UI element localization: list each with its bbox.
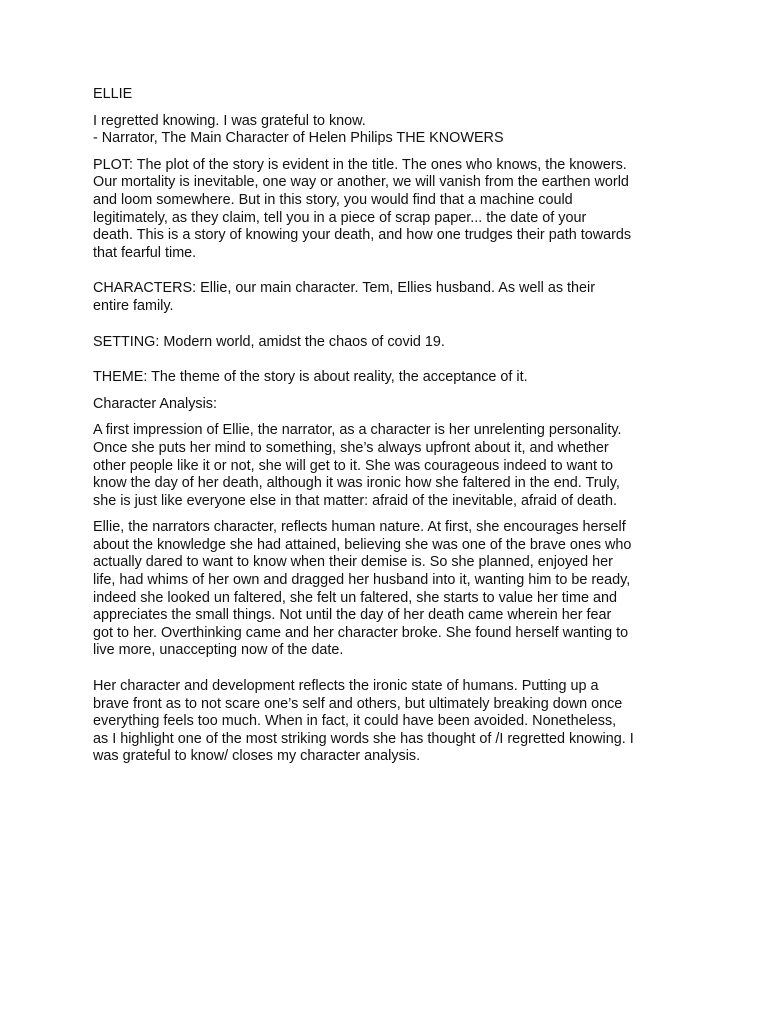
analysis-heading: Character Analysis: <box>93 395 217 412</box>
document-title: ELLIE <box>93 86 133 102</box>
analysis-paragraph-2: Ellie, the narrators character, reflects human nature. At first, she encourages herself about the knowledge she had attained, believing she was one of the brave ones who actually dared to want to know when their demise is. So she planned, enjoyed her life, had whims of her own and dragged her husband into it, wanting him to be ready, indeed she looked un faltered, she felt un faltered, she starts to value her time and appreciates the small things. Not until the day of her death came wherein her fear got to her. Overthinking came and her character broke. She found herself wanting to live more, unaccepting now of the date. <box>93 519 632 659</box>
setting-paragraph: SETTING: Modern world, amidst the chaos of covid 19. <box>93 333 445 350</box>
theme-paragraph: THEME: The theme of the story is about reality, the acceptance of it. <box>93 369 528 386</box>
quote-line: I regretted knowing. I was grateful to know. <box>93 112 366 129</box>
plot-paragraph: PLOT: The plot of the story is evident in the title. The ones who knows, the knowers. Our mortality is inevitable, one way or another, we will vanish from the earthen world and loom somewhere. But in this story, you would find that a machine could legitimately, as they claim, tell you in a piece of scrap paper... the date of your death. This is a story of knowing your death, and how one trudges their path towards that fearful time. <box>93 156 632 261</box>
document-page <box>93 86 683 766</box>
characters-paragraph: CHARACTERS: Ellie, our main character. Tem, Ellies husband. As well as their entire family. <box>93 280 596 314</box>
analysis-paragraph-1: A first impression of Ellie, the narrator, as a character is her unrelenting personality. Once she puts her mind to something, she’s always upfront about it, and whether other people like it or not, she will get to it. She was courageous indeed to want to know the day of her death, although it was ironic how she faltered in the end. Truly, she is just like everyone else in that matter: afraid of the inevitable, afraid of death. <box>93 422 622 509</box>
quote-attribution: - Narrator, The Main Character of Helen Philips THE KNOWERS <box>93 130 504 147</box>
analysis-paragraph-3: Her character and development reflects the ironic state of humans. Putting up a brave front as to not scare one’s self and others, but ultimately breaking down once everything feels too much. When in fact, it could have been avoided. Nonetheless, as I highlight one of the most striking words she has thought of /I regretted knowing. I was grateful to know/ closes my character analysis. <box>93 678 634 765</box>
